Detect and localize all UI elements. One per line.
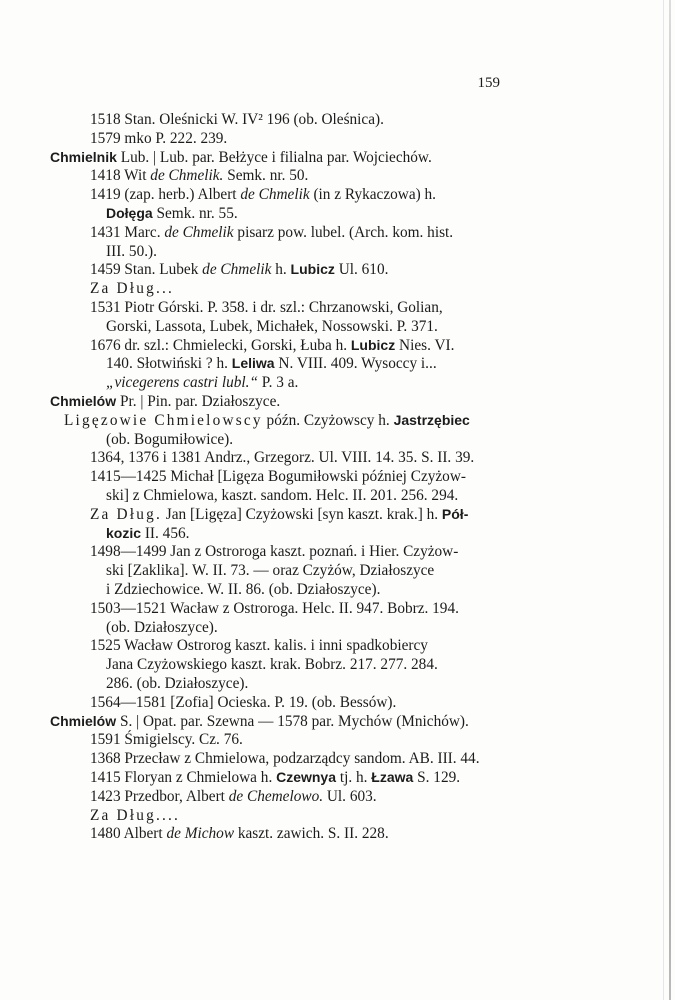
text-segment: Ul. 610. bbox=[334, 261, 389, 279]
text-line bbox=[90, 824, 389, 843]
text-segment: Pr. | Pin. par. Działoszyce. bbox=[116, 393, 281, 410]
italic-phrase: de Chmelik bbox=[240, 186, 310, 204]
text-segment: 1459 Stan. Lubek bbox=[90, 261, 203, 279]
text-line bbox=[90, 336, 454, 355]
text-segment: 1431 Marc. bbox=[90, 223, 165, 241]
bold-term: Dołęga bbox=[106, 205, 153, 221]
bold-term: Czewnya bbox=[276, 769, 337, 785]
text-line bbox=[106, 618, 218, 637]
text-segment: (ob. Działoszyce). bbox=[106, 618, 218, 636]
text-line bbox=[106, 373, 298, 392]
bold-term: kozic bbox=[106, 524, 142, 541]
text-line bbox=[50, 712, 469, 731]
text-segment: II. 456. bbox=[141, 524, 190, 542]
text-segment: 1564—1581 [Zofia] Ocieska. P. 19. (ob. Bessów). bbox=[90, 693, 397, 711]
text-line bbox=[90, 749, 480, 768]
page-edge-line bbox=[663, 0, 664, 1000]
text-segment: Lub. | Lub. par. Bełżyce i filialna par. Wojciechów. bbox=[116, 148, 432, 166]
text-line bbox=[106, 204, 238, 223]
text-segment: ² 196 (ob. Oleśnica). bbox=[258, 111, 384, 128]
text-line bbox=[106, 354, 437, 373]
text-segment: Semk. nr. 55. bbox=[152, 205, 238, 222]
page-edge-shadow bbox=[669, 0, 671, 1000]
text-line bbox=[50, 148, 432, 167]
text-segment: P. 3 a. bbox=[257, 374, 299, 392]
text-line bbox=[90, 298, 443, 317]
text-segment: kaszt. zawich. S. II. 228. bbox=[234, 825, 389, 843]
italic-phrase: de Chmelik. bbox=[150, 167, 224, 185]
text-line bbox=[106, 430, 233, 449]
text-segment: (ob. Bogumiłowice). bbox=[106, 430, 234, 448]
bold-term: Leliwa bbox=[231, 355, 275, 372]
text-line bbox=[90, 787, 377, 806]
text-line bbox=[90, 636, 428, 655]
text-line bbox=[90, 110, 384, 129]
text-segment: 1676 dr. szl.: Chmielecki, Gorski, Łuba h. bbox=[90, 336, 351, 354]
text-segment: (in z Rykaczowa) h. bbox=[309, 186, 437, 204]
text-segment: 1518 Stan. Oleśnicki W. IV bbox=[90, 111, 259, 128]
text-line bbox=[50, 392, 280, 411]
text-segment: Semk. nr. 50. bbox=[223, 167, 309, 185]
text-segment: 1591 Śmigielscy. Cz. 76. bbox=[90, 731, 243, 749]
text-segment: 1480 Albert bbox=[90, 825, 167, 843]
text-segment: pisarz pow. lubel. (Arch. kom. hist. bbox=[233, 223, 454, 241]
spaced-text: Za Dług. bbox=[90, 505, 162, 523]
bold-term: Chmielnik bbox=[50, 148, 117, 165]
text-segment: 1423 Przedbor, Albert bbox=[90, 787, 229, 805]
text-line bbox=[90, 129, 227, 148]
text-segment: 1531 Piotr Górski. P. 358. i dr. szl.: Chrzanowski, Golian, bbox=[90, 299, 443, 316]
text-line bbox=[90, 599, 459, 618]
text-line bbox=[106, 524, 189, 543]
text-line bbox=[90, 223, 453, 242]
text-segment: Jana Czyżowskiego kaszt. krak. Bobrz. 217. 277. 284. bbox=[106, 656, 438, 674]
text-segment: 1415—1425 Michał [Ligęza Bogumiłowski później Czyżow- bbox=[90, 468, 466, 486]
text-line bbox=[90, 542, 458, 561]
text-segment: N. VIII. 409. Wysoccy i... bbox=[274, 355, 437, 373]
text-line bbox=[90, 260, 388, 279]
text-line bbox=[64, 411, 470, 430]
text-segment: 1364, 1376 i 1381 Andrz., Grzegorz. Ul. VIII. 14. 35. S. II. 39. bbox=[90, 449, 475, 467]
spaced-text: Za Dług... bbox=[90, 280, 175, 298]
spaced-text: Ligęzowie Chmielowscy bbox=[64, 411, 263, 429]
bold-term: Łzawa bbox=[371, 769, 414, 785]
text-line bbox=[90, 467, 466, 486]
text-segment: h. bbox=[271, 261, 291, 279]
text-line bbox=[90, 448, 474, 467]
spaced-text: Za Dług.... bbox=[90, 806, 181, 824]
text-segment: Ul. 603. bbox=[323, 787, 377, 805]
text-line bbox=[106, 580, 380, 599]
text-segment: III. 50.). bbox=[106, 242, 157, 260]
italic-phrase: de Chmelik bbox=[164, 223, 234, 241]
text-line bbox=[90, 693, 396, 712]
bold-term: Chmielów bbox=[50, 393, 117, 409]
text-segment: 140. Słotwiński ? h. bbox=[106, 355, 232, 373]
text-segment: ski [Zaklika]. W. II. 73. — oraz Czyżów, Działoszyce bbox=[106, 562, 435, 580]
text-segment: 1579 mko P. 222. 239. bbox=[90, 129, 228, 147]
text-segment: 1368 Przecław z Chmielowa, podzarządcy sandom. AB. III. 44. bbox=[90, 750, 480, 768]
italic-phrase: „vicegerens castri lubl.“ bbox=[106, 374, 258, 392]
text-line bbox=[106, 674, 248, 693]
text-line bbox=[90, 806, 180, 825]
bold-term: Jastrzębiec bbox=[393, 411, 470, 428]
text-segment: 1415 Floryan z Chmielowa h. bbox=[90, 769, 277, 786]
text-segment: S. | Opat. par. Szewna — 1578 par. Mychów (Mnichów). bbox=[116, 712, 469, 730]
text-segment: S. 129. bbox=[413, 769, 461, 786]
text-line bbox=[106, 655, 438, 674]
text-segment: tj. h. bbox=[336, 769, 372, 786]
text-segment: ski] z Chmielowa, kaszt. sandom. Helc. II. 201. 256. 294. bbox=[106, 487, 459, 504]
page-number: 159 bbox=[477, 75, 500, 91]
text-line bbox=[106, 486, 458, 505]
text-line bbox=[106, 242, 157, 261]
italic-phrase: de Michow bbox=[166, 825, 235, 843]
text-segment: i Zdziechowice. W. II. 86. (ob. Działoszyce). bbox=[106, 581, 381, 598]
italic-phrase: de Chemelowo. bbox=[228, 787, 324, 805]
text-line bbox=[90, 768, 460, 787]
text-segment: Nies. VI. bbox=[395, 336, 455, 354]
text-line bbox=[106, 561, 434, 580]
text-line bbox=[90, 505, 468, 524]
text-line bbox=[90, 185, 436, 204]
text-segment: 1525 Wacław Ostrorog kaszt. kalis. i inni spadkobiercy bbox=[90, 637, 428, 655]
bold-term: Pół- bbox=[441, 505, 469, 522]
text-segment: 1498—1499 Jan z Ostroroga kaszt. poznań. i Hier. Czyżow- bbox=[90, 543, 459, 561]
text-segment: 1418 Wit bbox=[90, 167, 151, 185]
text-segment: Gorski, Lassota, Lubek, Michałek, Nossowski. P. 371. bbox=[106, 317, 438, 335]
text-segment: późn. Czyżowscy h. bbox=[262, 411, 394, 429]
text-segment: 1503—1521 Wacław z Ostroroga. Helc. II. 947. Bobrz. 194. bbox=[90, 599, 459, 617]
bold-term: Lubicz bbox=[290, 261, 335, 278]
text-segment: 286. (ob. Działoszyce). bbox=[106, 675, 249, 692]
text-segment: Jan [Ligęza] Czyżowski [syn kaszt. krak.] h. bbox=[161, 505, 442, 523]
text-segment: 1419 (zap. herb.) Albert bbox=[90, 186, 241, 204]
bold-term: Lubicz bbox=[350, 336, 396, 353]
bold-term: Chmielów bbox=[50, 712, 117, 729]
text-line bbox=[90, 730, 243, 749]
italic-phrase: de Chmelik bbox=[202, 261, 272, 279]
text-line bbox=[90, 279, 174, 298]
text-line bbox=[90, 166, 308, 185]
text-line bbox=[106, 317, 438, 336]
